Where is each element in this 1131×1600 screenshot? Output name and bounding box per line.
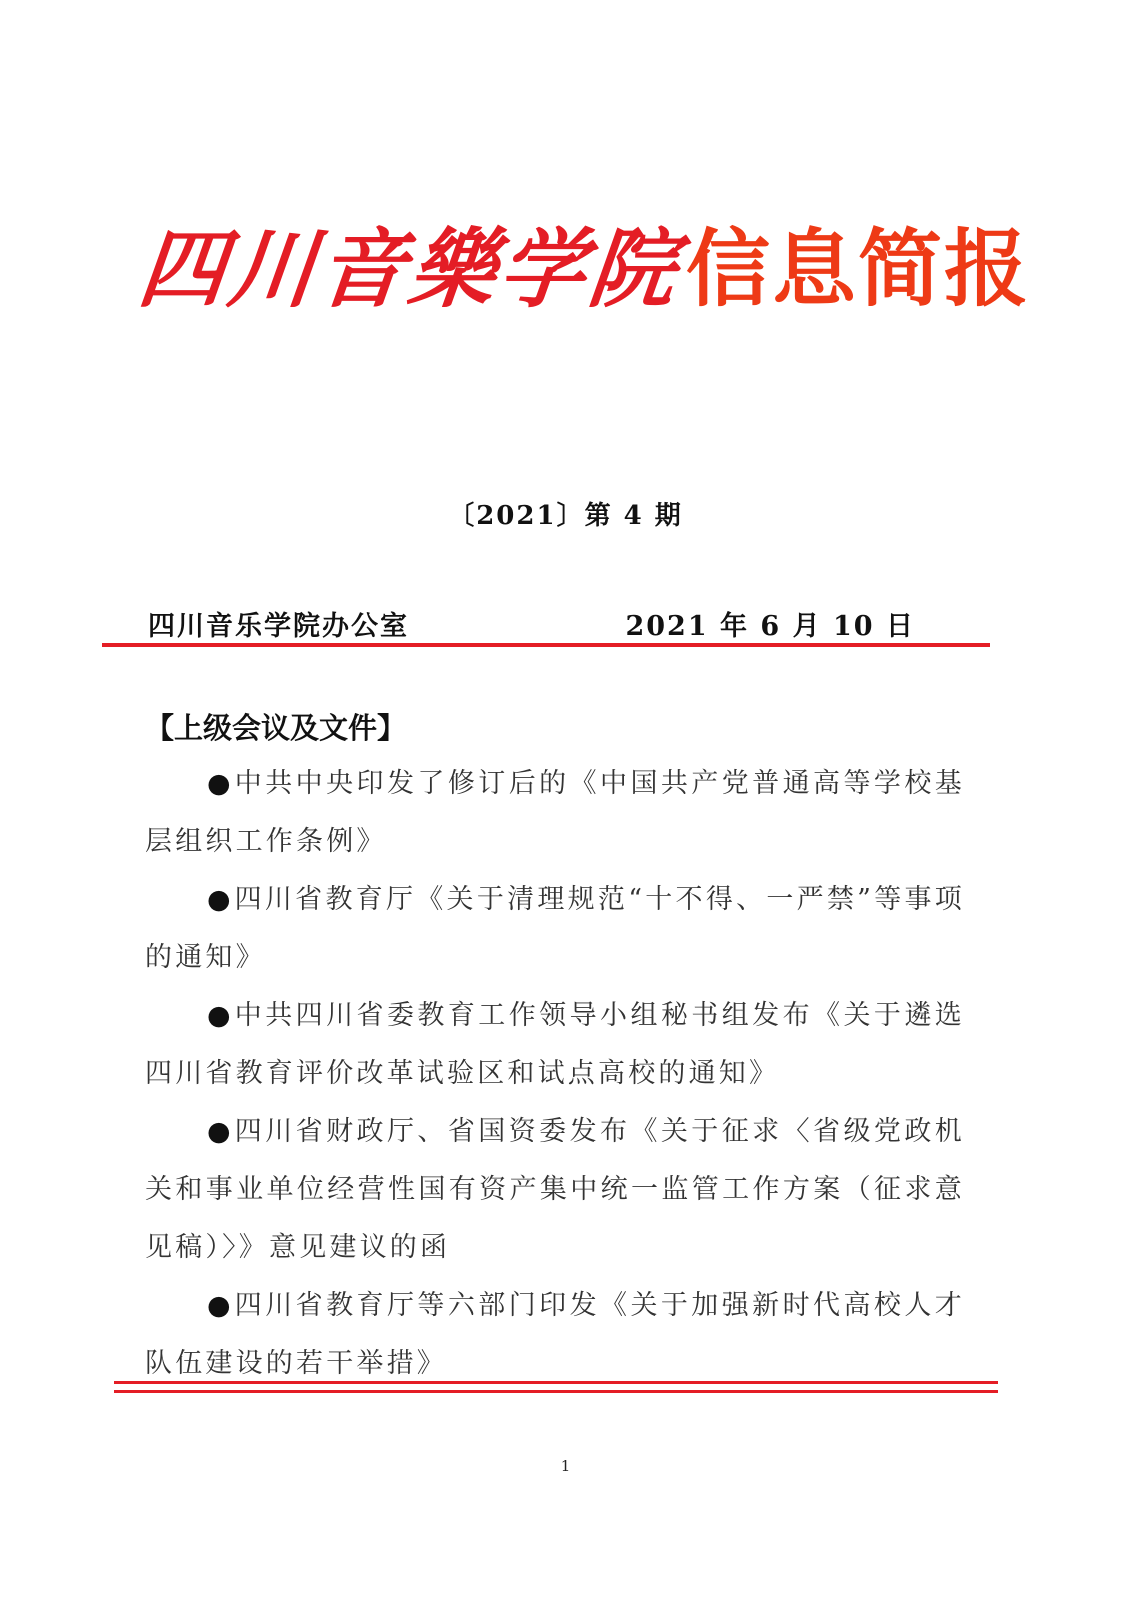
list-item <box>145 1277 965 1393</box>
header-divider <box>102 643 990 647</box>
list-item <box>145 987 965 1103</box>
list-item-text: 四川省财政厅、省国资委发布《关于征求〈省级党政机关和事业单位经营性国有资产集中统一监管工作方案（征求意见稿）〉》意见建议的函 <box>145 1116 965 1263</box>
bullet-icon: ● <box>207 768 231 799</box>
list-item-text: 中共中央印发了修订后的《中国共产党普通高等学校基层组织工作条例》 <box>145 768 965 857</box>
issue-number: 〔2021〕第 4 期 <box>448 501 683 531</box>
list-item <box>145 1103 965 1277</box>
masthead-bulletin-title: 信息简报 <box>686 219 1031 318</box>
list-item <box>145 755 965 871</box>
list-item <box>145 871 965 987</box>
issuing-office: 四川音乐学院办公室 <box>148 611 409 642</box>
footer-divider-upper <box>114 1381 998 1384</box>
bullet-icon: ● <box>207 884 231 915</box>
list-item-text: 中共四川省委教育工作领导小组秘书组发布《关于遴选四川省教育评价改革试验区和试点高校的通知》 <box>145 1000 965 1089</box>
bullet-icon: ● <box>207 1290 231 1321</box>
masthead-calligraphy-title: 四川音樂学院 <box>133 219 685 320</box>
page-number: 1 <box>560 1457 571 1475</box>
bullet-icon: ● <box>207 1116 231 1147</box>
list-item-text: 四川省教育厅《关于清理规范“十不得、一严禁”等事项的通知》 <box>145 884 966 973</box>
bullet-icon: ● <box>207 1000 231 1031</box>
list-item-text: 四川省教育厅等六部门印发《关于加强新时代高校人才队伍建设的若干举措》 <box>145 1290 965 1379</box>
footer-divider-lower <box>114 1390 998 1393</box>
document-list <box>145 755 965 1393</box>
issue-date: 2021 年 6 月 10 日 <box>625 611 915 642</box>
section-title: 【上级会议及文件】 <box>145 711 407 745</box>
masthead <box>133 200 1031 320</box>
